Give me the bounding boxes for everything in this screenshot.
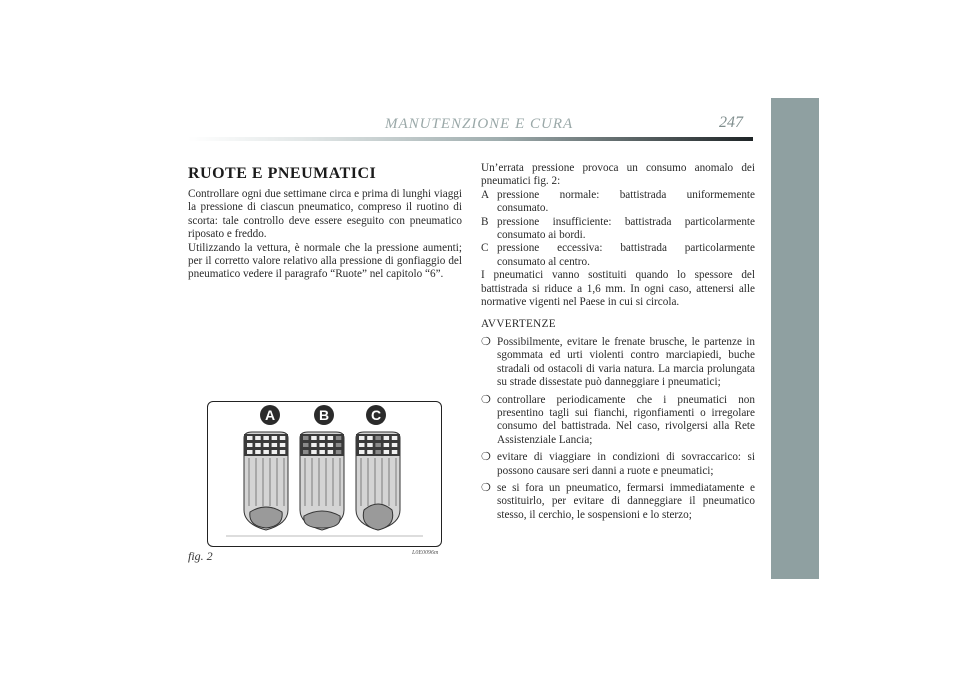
tread-block bbox=[375, 436, 381, 440]
tread-block bbox=[272, 436, 278, 440]
bullet-icon: ❍ bbox=[481, 451, 491, 464]
item-text: pressione eccessiva: battistrada particolarmente consumato al centro. bbox=[497, 242, 755, 268]
page-number: 247 bbox=[719, 114, 743, 131]
tread-block bbox=[367, 443, 373, 447]
tread-block bbox=[263, 450, 269, 454]
item-text: pressione insufficiente: battistrada particolarmente consumato ai bordi. bbox=[497, 215, 755, 242]
tread-block bbox=[384, 450, 390, 454]
tread-block bbox=[272, 450, 278, 454]
paragraph-pressure-increase: Utilizzando la vettura, è normale che la pressione aumenti; per il corretto valore relativo alla pressione di gonfiaggio del pneumatico vedere il paragrafo “Ruote” nel capitolo “6”. bbox=[188, 241, 462, 281]
item-letter: A bbox=[481, 188, 490, 201]
bullet-icon: ❍ bbox=[481, 481, 491, 494]
paragraph-replacement: I pneumatici vanno sostituiti quando lo spessore del battistrada si riduce a 1,6 mm. In ogni caso, attenersi alle normative vigenti nel Paese in cui si circola. bbox=[481, 269, 755, 309]
paragraph-pressure-check: Controllare ogni due settimane circa e prima di lunghi viaggi la pressione di ciascun pneumatico, compreso il ruotino di scorta: tale controllo deve essere eseguito con pneumatico riposato e freddo. bbox=[188, 188, 462, 241]
tread-block bbox=[280, 450, 286, 454]
tread-block bbox=[280, 436, 286, 440]
tread-block bbox=[384, 436, 390, 440]
tread-block bbox=[392, 436, 398, 440]
tread-block bbox=[375, 443, 381, 447]
tread-block bbox=[336, 443, 342, 447]
tread-block bbox=[311, 450, 317, 454]
tread-block bbox=[247, 450, 253, 454]
label-b-badge bbox=[314, 405, 334, 425]
paragraph-wrong-pressure: Un’errata pressione provoca un consumo anomalo dei pneumatici fig. 2: bbox=[481, 162, 755, 188]
tire-tread-icon bbox=[244, 432, 288, 530]
chapter-sidebar-tab bbox=[771, 98, 819, 579]
tread-block bbox=[255, 450, 261, 454]
label-a: A bbox=[264, 407, 276, 423]
label-c: C bbox=[370, 407, 382, 423]
bullet-icon: ❍ bbox=[481, 335, 491, 348]
item-text: pressione normale: battistrada uniformemente consumato. bbox=[497, 188, 755, 215]
warning-item bbox=[481, 451, 755, 478]
label-a-badge bbox=[260, 405, 280, 425]
tread-block bbox=[392, 443, 398, 447]
tread-block bbox=[255, 436, 261, 440]
item-b bbox=[481, 216, 755, 243]
warning-text: se si fora un pneumatico, fermarsi immediatamente e sostituirlo, per evitare di danneggiare il pneumatico stesso, il cerchio, le sospensioni e lo sterzo; bbox=[497, 481, 755, 521]
tire-tread-icon bbox=[356, 432, 400, 530]
warning-text: evitare di viaggiare in condizioni di sovraccarico: si possono causare seri danni a ruote e pneumatici; bbox=[497, 451, 755, 477]
label-c-badge bbox=[366, 405, 386, 425]
tire-wear-illustration bbox=[208, 402, 441, 546]
tread-block bbox=[375, 450, 381, 454]
tread-block bbox=[311, 436, 317, 440]
tread-block bbox=[367, 450, 373, 454]
item-letter: B bbox=[481, 215, 489, 228]
warning-item bbox=[481, 482, 755, 522]
contact-patch bbox=[250, 507, 282, 528]
tread-block bbox=[336, 450, 342, 454]
item-letter: C bbox=[481, 242, 489, 255]
tread-block bbox=[303, 443, 309, 447]
tread-block bbox=[359, 443, 365, 447]
warning-text: Possibilmente, evitare le frenate brusche, le partenze in sgommata ed urti violenti contro marciapiedi, buche stradali od ostacoli di varia natura. La marcia prolungata su strade dissestate può danneggiare i pneumatici; bbox=[497, 335, 755, 389]
tread-block bbox=[247, 443, 253, 447]
left-column bbox=[188, 188, 462, 282]
tread-block bbox=[328, 436, 334, 440]
item-c bbox=[481, 242, 755, 269]
tread-block bbox=[255, 443, 261, 447]
warnings-heading: AVVERTENZE bbox=[481, 318, 556, 331]
figure-tire-wear bbox=[207, 401, 442, 547]
contact-patch bbox=[304, 511, 340, 528]
tread-block bbox=[263, 436, 269, 440]
tread-block bbox=[384, 443, 390, 447]
tread-block bbox=[367, 436, 373, 440]
tread-block bbox=[303, 450, 309, 454]
running-header-title: MANUTENZIONE E CURA bbox=[385, 116, 574, 132]
tread-block bbox=[319, 443, 325, 447]
tire-tread-icon bbox=[300, 432, 344, 530]
item-a bbox=[481, 189, 755, 216]
tread-block bbox=[328, 443, 334, 447]
tread-block bbox=[319, 450, 325, 454]
figure-caption: fig. 2 bbox=[188, 549, 213, 563]
tread-block bbox=[319, 436, 325, 440]
tread-block bbox=[392, 450, 398, 454]
right-column bbox=[481, 162, 755, 522]
bullet-icon: ❍ bbox=[481, 393, 491, 406]
tread-block bbox=[303, 436, 309, 440]
warning-text: controllare periodicamente che i pneumatici non presentino tagli sui fianchi, rigonfiamenti o irregolare consumo del battistrada. Nel caso, rivolgersi alla Rete Assistenziale Lancia; bbox=[497, 393, 755, 446]
tread-block bbox=[328, 450, 334, 454]
warning-item bbox=[481, 394, 755, 448]
header-rule bbox=[188, 137, 753, 141]
tread-block bbox=[359, 450, 365, 454]
tread-block bbox=[359, 436, 365, 440]
figure-code: L0E0096m bbox=[412, 550, 439, 556]
tread-block bbox=[247, 436, 253, 440]
tread-block bbox=[263, 443, 269, 447]
section-title: RUOTE E PNEUMATICI bbox=[188, 165, 377, 182]
tread-block bbox=[272, 443, 278, 447]
tread-block bbox=[311, 443, 317, 447]
tread-block bbox=[280, 443, 286, 447]
warning-item bbox=[481, 336, 755, 390]
label-b: B bbox=[318, 407, 330, 423]
tread-block bbox=[336, 436, 342, 440]
